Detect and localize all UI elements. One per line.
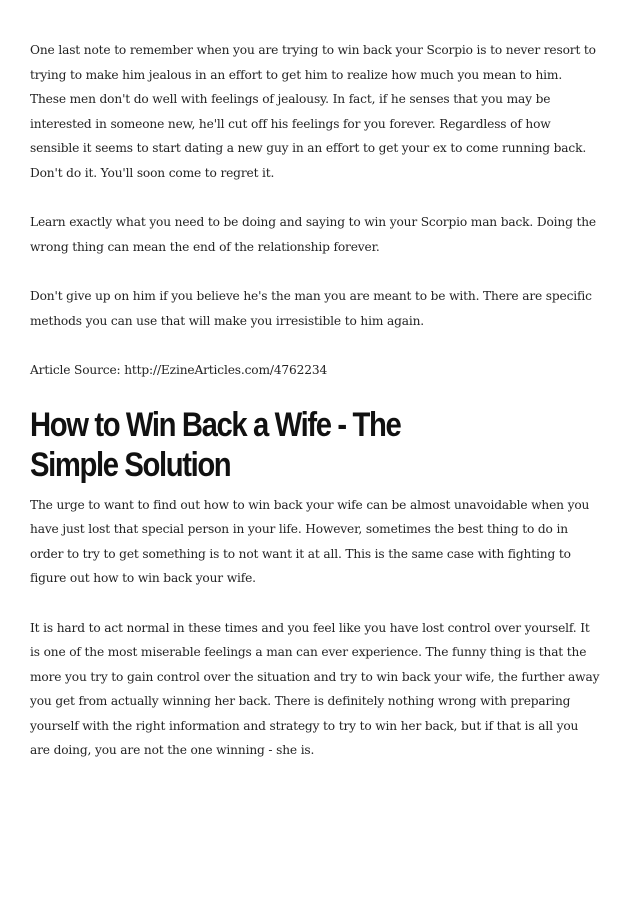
- heading-line-2: Simple Solution: [30, 445, 231, 484]
- paragraph-hard-to-act-normal: It is hard to act normal in these times and you feel like you have lost control over yourself. It is one of the most miserable feelings a man can ever experience. The funny thing is that the more you try to gain control over the situation and try to win back your wife, the further away you get from actually winning her back. There is definitely nothing wrong with preparing yourself with the right information and strategy to try to win her back, but if that is all you are doing, you are not the one winning - she is.: [30, 620, 600, 757]
- paragraph-urge: The urge to want to find out how to win back your wife can be almost unavoidable when you have just lost that special person in your life. However, sometimes the best thing to do in order to try to get something is to not want it at all. This is the same case with fighting to figure out how to win back your wife.: [30, 497, 590, 585]
- document-page: [30, 38, 600, 763]
- paragraph-learn-exactly: Learn exactly what you need to be doing and saying to win your Scorpio man back. Doing the wrong thing can mean the end of the relationship forever.: [30, 215, 596, 254]
- section-heading: [30, 405, 546, 485]
- heading-line-1: How to Win Back a Wife - The: [30, 405, 401, 444]
- paragraph-scorpio-jealousy: One last note to remember when you are trying to win back your Scorpio is to never resort to trying to make him jealous in an effort to get him to realize how much you mean to him. These men don't do well with feelings of jealousy. In fact, if he senses that you may be interested in someone new, he'll cut off his feelings for you forever. Regardless of how sensible it seems to start dating a new guy in an effort to get your ex to come running back. Don't do it. You'll soon come to regret it.: [30, 43, 596, 180]
- article-source: Article Source: http://EzineArticles.com/4762234: [30, 363, 328, 377]
- paragraph-dont-give-up: Don't give up on him if you believe he's the man you are meant to be with. There are specific methods you can use that will make you irresistible to him again.: [30, 289, 592, 328]
